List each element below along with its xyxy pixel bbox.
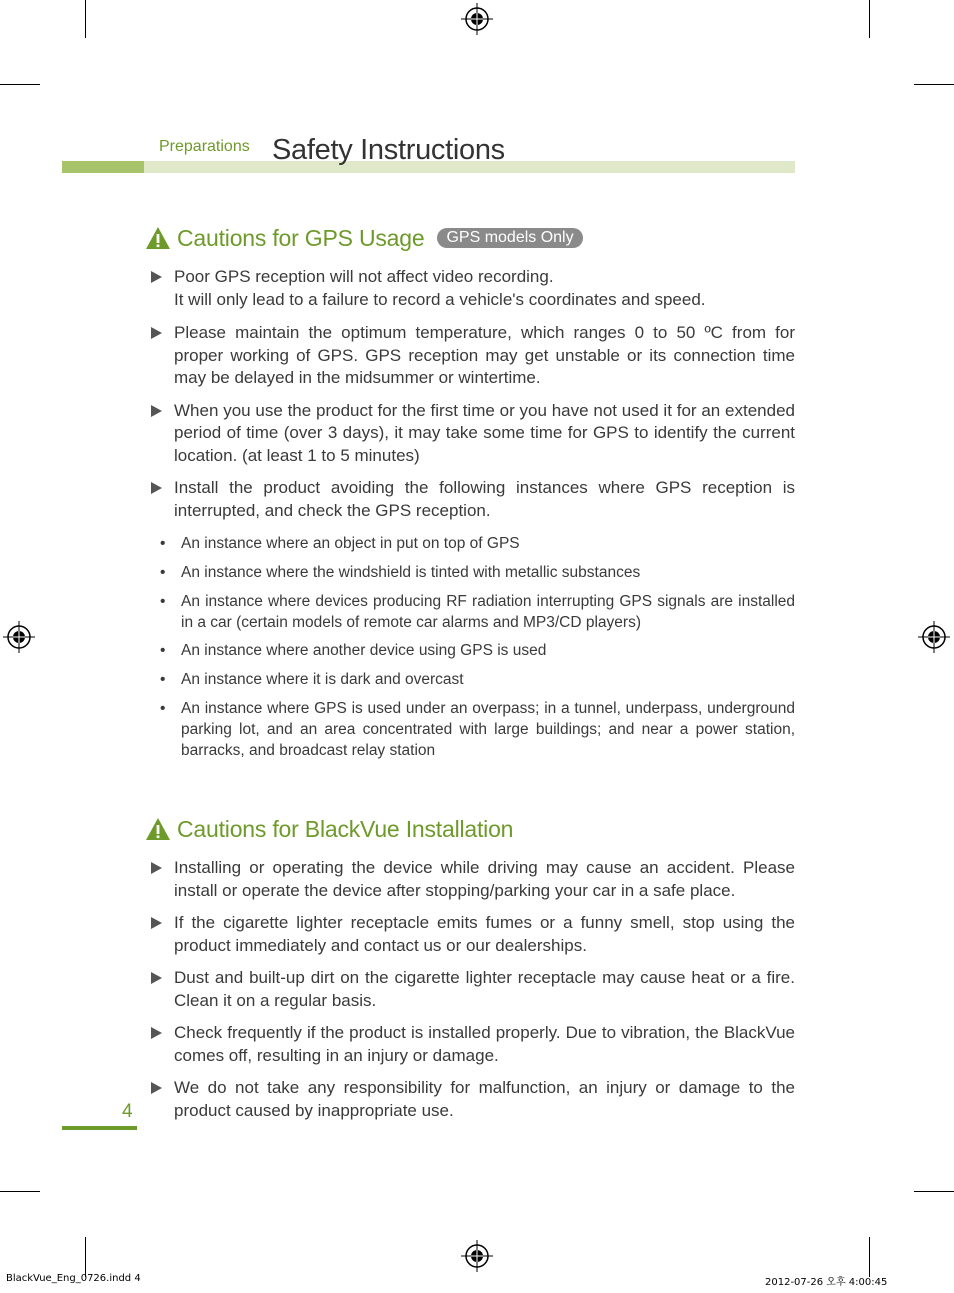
instance-text: An instance where the windshield is tinted with metallic substances: [181, 564, 641, 581]
bullet-triangle-icon: [151, 405, 162, 417]
bullet-triangle-icon: [151, 1027, 162, 1039]
instance-text: An instance where devices producing RF radiation interrupting GPS signals are installed in a car (certain models of remote car alarms and MP3/CD players): [181, 593, 795, 631]
list-item: [150, 266, 795, 311]
instance-text: An instance where it is dark and overcast: [181, 671, 464, 688]
gps-section-heading: [145, 223, 583, 253]
instance-text: An instance where an object in put on top of GPS: [181, 535, 520, 552]
gps-section-title: Cautions for GPS Usage: [177, 224, 425, 251]
item-text: It will only lead to a failure to record a vehicle's coordinates and speed.: [174, 289, 706, 309]
list-item: [150, 322, 795, 390]
header-bar-accent: [62, 161, 144, 173]
list-item: • An instance where the windshield is tinted with metallic substances: [160, 564, 641, 581]
section-label: Preparations: [159, 138, 250, 155]
instance-text: An instance where GPS is used under an overpass; in a tunnel, underpass, underground parking lot, and an area concentrated with large buildings; and near a power station, barracks, and broadcast relay station: [181, 700, 795, 759]
print-slug-timestamp: 2012-07-26 오후 4:00:45: [765, 1277, 888, 1288]
item-text: We do not take any responsibility for malfunction, an injury or damage to the product caused by inappropriate use.: [174, 1078, 795, 1120]
item-text: If the cigarette lighter receptacle emits fumes or a funny smell, stop using the product immediately and contact us or our dealerships.: [174, 913, 795, 955]
list-item: • An instance where GPS is used under an overpass; in a tunnel, underpass, underground parking lot, and an area concentrated with large buildings; and near a power station, barracks, and broadcast relay station: [160, 700, 795, 759]
page-number: 4: [122, 1101, 133, 1122]
crop-mark: [869, 1237, 870, 1277]
list-item: [150, 857, 795, 902]
bullet-triangle-icon: [151, 482, 162, 494]
list-item: • An instance where it is dark and overcast: [160, 671, 464, 688]
list-item: • An instance where another device using GPS is used: [160, 642, 547, 659]
registration-mark-icon: [918, 621, 950, 653]
gps-models-badge: GPS models Only: [437, 228, 582, 248]
list-item: [150, 912, 795, 957]
crop-mark: [0, 84, 40, 85]
bullet-triangle-icon: [151, 327, 162, 339]
bullet-triangle-icon: [151, 862, 162, 874]
registration-mark-icon: [461, 1240, 493, 1272]
item-text: Poor GPS reception will not affect video recording.: [174, 267, 554, 286]
warning-icon: [145, 226, 171, 250]
install-section-heading: [145, 814, 513, 844]
crop-mark: [85, 1237, 86, 1277]
gps-caution-list: [150, 266, 795, 522]
bullet-triangle-icon: [151, 917, 162, 929]
list-item: [150, 477, 795, 522]
registration-mark-icon: [461, 3, 493, 35]
crop-mark: [914, 1191, 954, 1192]
list-item: • An instance where an object in put on top of GPS: [160, 535, 520, 552]
page-title: Safety Instructions: [272, 134, 505, 166]
item-text: Install the product avoiding the following instances where GPS reception is interrupted, and check the GPS reception.: [174, 478, 795, 520]
crop-mark: [0, 1191, 40, 1192]
gps-instance-list: [158, 533, 795, 761]
print-slug-file: BlackVue_Eng_0726.indd 4: [6, 1273, 141, 1284]
crop-mark: [85, 0, 86, 38]
list-item: [150, 967, 795, 1012]
crop-mark: [869, 0, 870, 38]
bullet-triangle-icon: [151, 271, 162, 283]
item-text: Check frequently if the product is installed properly. Due to vibration, the BlackVue comes off, resulting in an injury or damage.: [174, 1023, 795, 1065]
registration-mark-icon: [3, 621, 35, 653]
page-number-underline: [62, 1126, 137, 1130]
list-item: • An instance where devices producing RF radiation interrupting GPS signals are installed in a car (certain models of remote car alarms and MP3/CD players): [160, 593, 795, 631]
list-item: [150, 1077, 795, 1122]
instance-text: An instance where another device using GPS is used: [181, 642, 547, 659]
warning-icon: [145, 817, 171, 841]
item-text: Installing or operating the device while driving may cause an accident. Please install or operate the device after stopping/parking your car in a safe place.: [174, 858, 795, 900]
list-item: [150, 1022, 795, 1067]
bullet-triangle-icon: [151, 972, 162, 984]
item-text: When you use the product for the first time or you have not used it for an extended period of time (over 3 days), it may take some time for GPS to identify the current location. (at least 1 to 5 minutes): [174, 400, 795, 465]
crop-mark: [914, 84, 954, 85]
list-item: [150, 400, 795, 468]
install-caution-list: [150, 857, 795, 1122]
item-text: Please maintain the optimum temperature, which ranges 0 to 50 ºC from for proper working of GPS. GPS reception may get unstable or its connection time may be delayed in the midsummer or wintertime.: [174, 323, 795, 387]
item-text: Dust and built-up dirt on the cigarette lighter receptacle may cause heat or a fire. Clean it on a regular basis.: [174, 968, 795, 1010]
install-section-title: Cautions for BlackVue Installation: [177, 815, 514, 842]
bullet-triangle-icon: [151, 1082, 162, 1094]
